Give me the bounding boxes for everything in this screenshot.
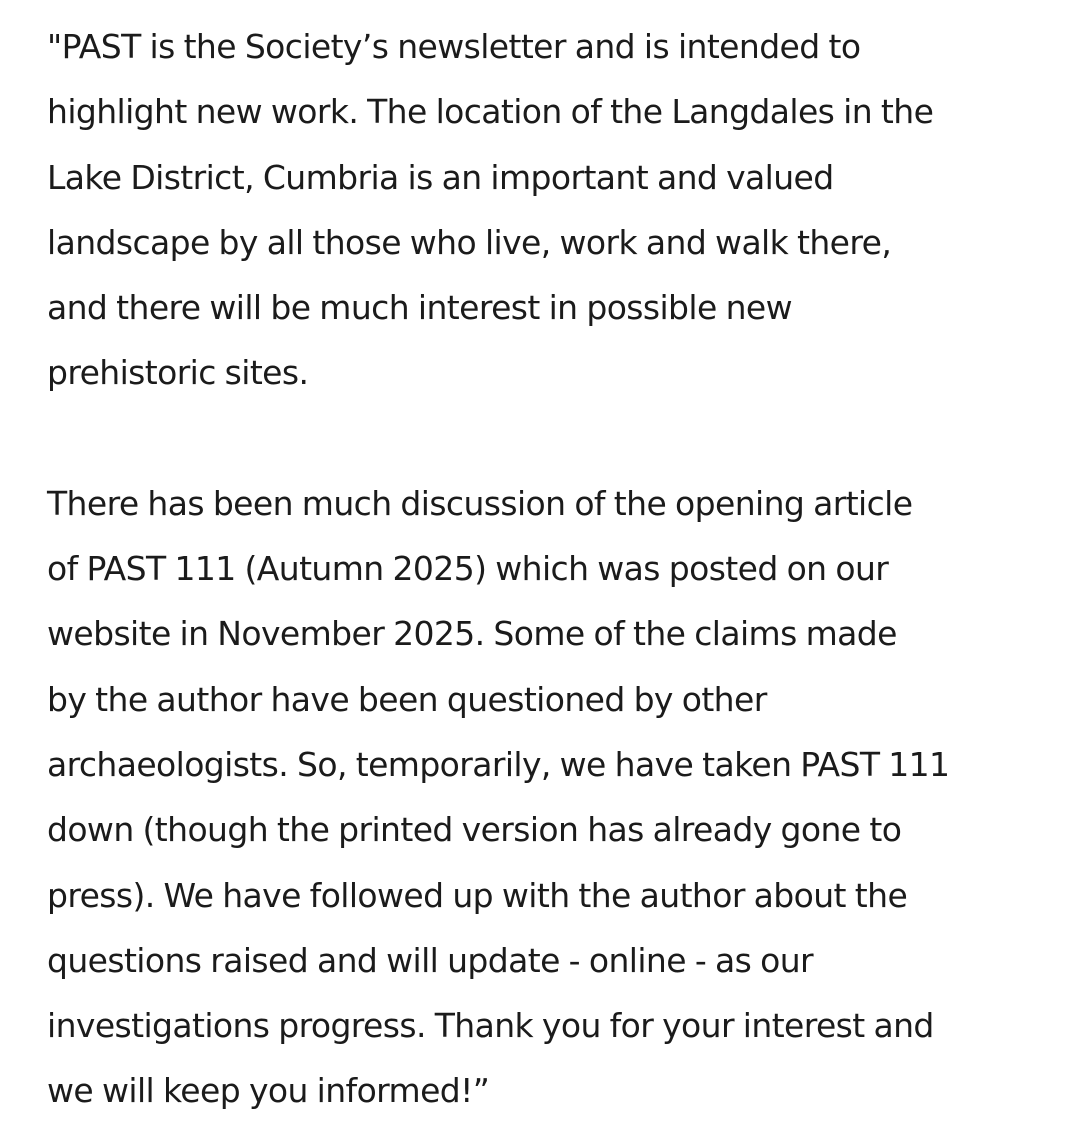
newsletter-statement <box>47 14 1057 1124</box>
text-line: press). We have followed up with the author about the <box>47 875 908 915</box>
text-line: investigations progress. Thank you for your interest and <box>47 1006 934 1046</box>
text-line: highlight new work. The location of the Langdales in the <box>47 92 934 132</box>
text-line: Lake District, Cumbria is an important and valued <box>47 157 834 197</box>
text-line: prehistoric sites. <box>47 353 309 393</box>
statement-paragraph-1 <box>47 14 1057 406</box>
text-line: website in November 2025. Some of the claims made <box>47 614 897 654</box>
statement-paragraph-2 <box>47 471 1057 1124</box>
text-line: questions raised and will update - online - as our <box>47 940 813 980</box>
text-line: by the author have been questioned by other <box>47 679 767 719</box>
text-line: and there will be much interest in possible new <box>47 288 792 328</box>
text-line: archaeologists. So, temporarily, we have taken PAST 111 <box>47 744 950 784</box>
paragraph-spacer <box>47 406 1057 471</box>
text-line: down (though the printed version has already gone to <box>47 810 902 850</box>
text-line: "PAST is the Society’s newsletter and is intended to <box>47 27 861 66</box>
text-line: There has been much discussion of the opening article <box>47 483 913 523</box>
text-line: we will keep you informed!” <box>47 1071 490 1111</box>
text-line: of PAST 111 (Autumn 2025) which was posted on our <box>47 549 889 589</box>
text-line: landscape by all those who live, work and walk there, <box>47 222 892 262</box>
